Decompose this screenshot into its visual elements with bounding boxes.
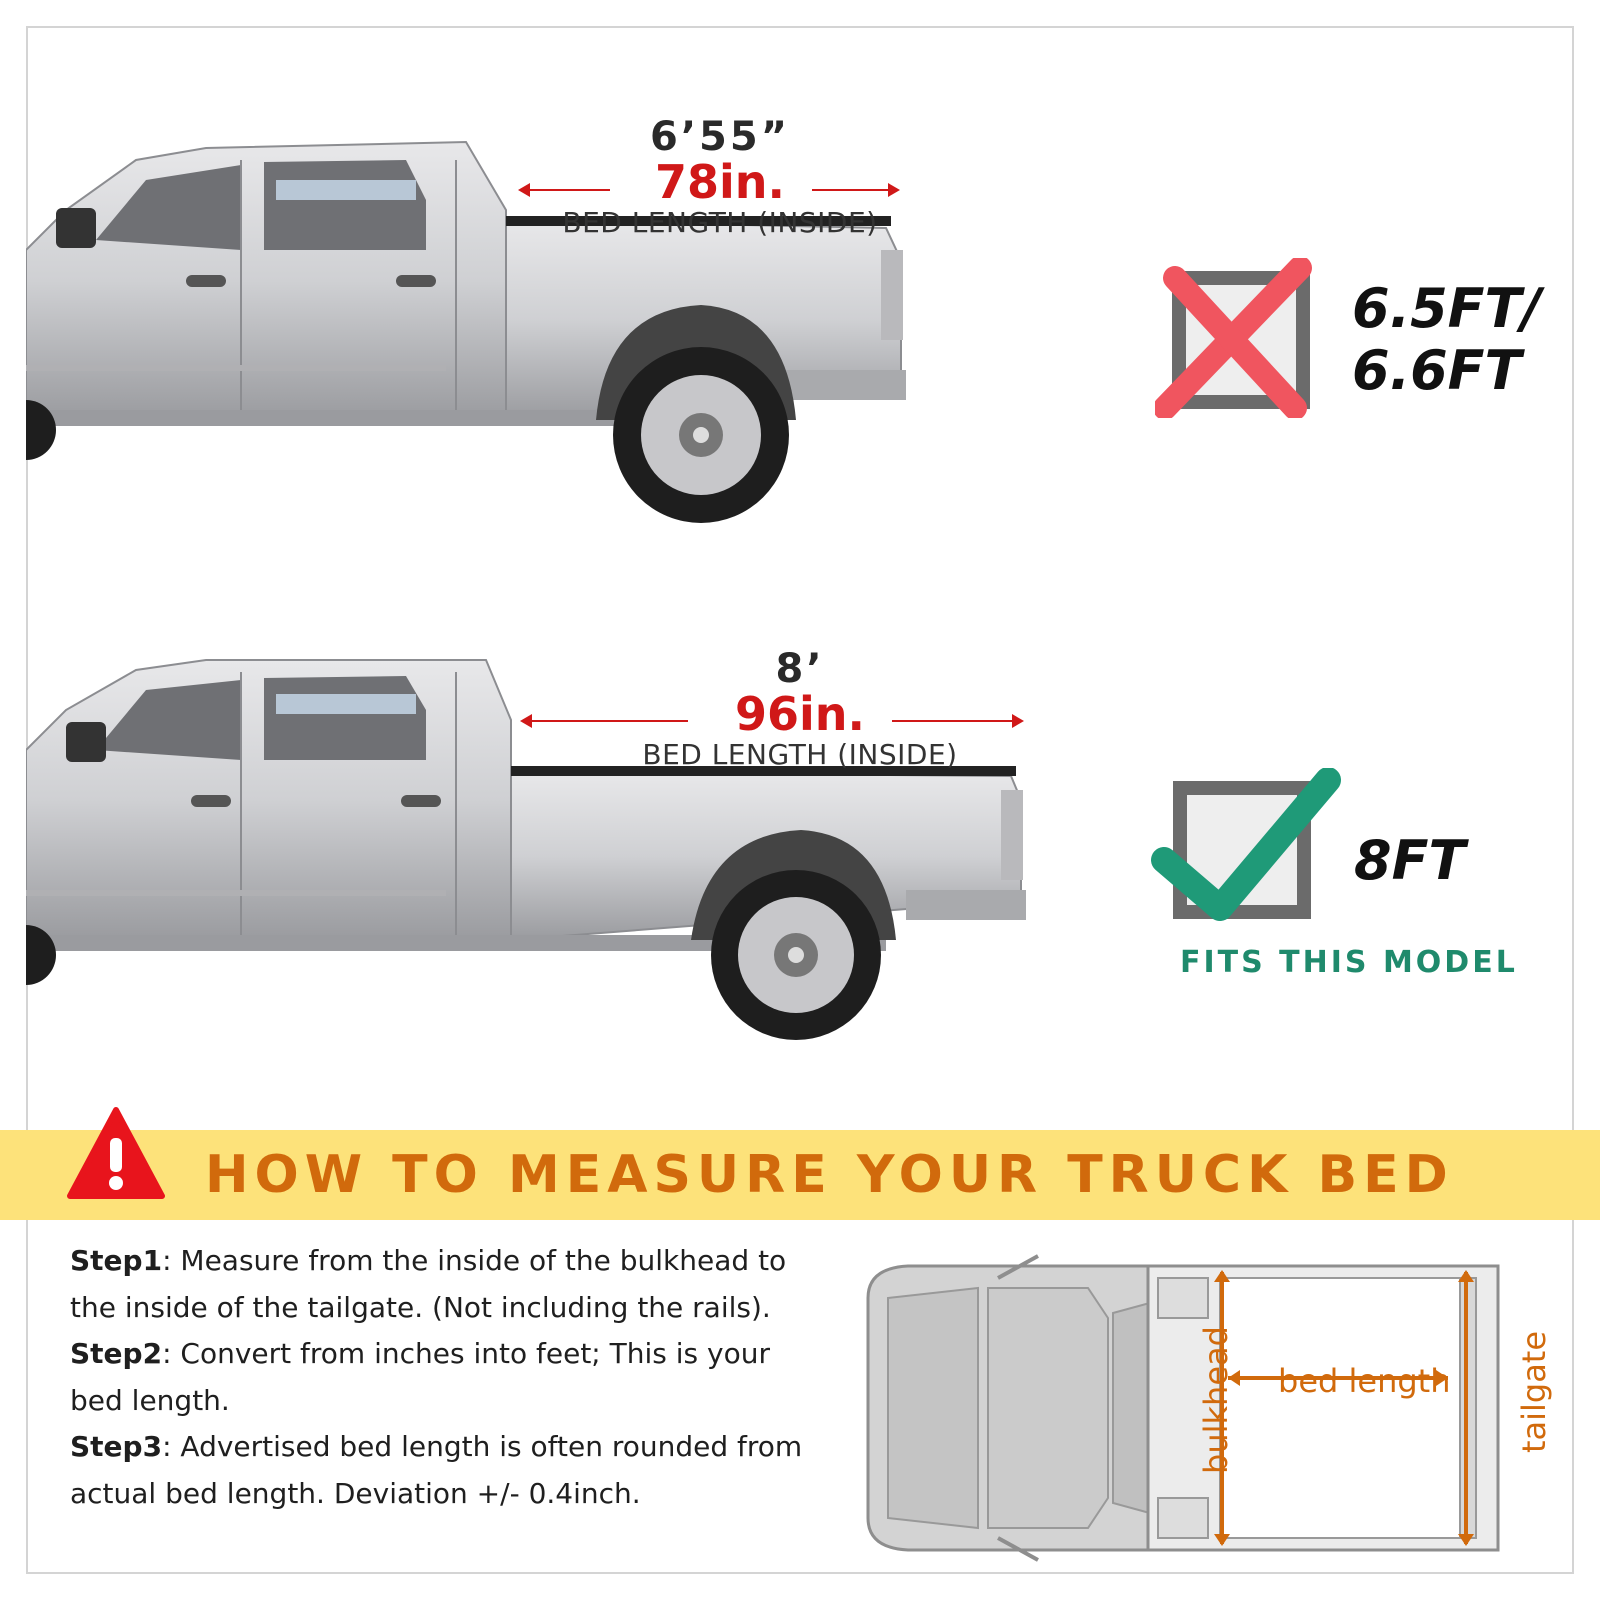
bulkhead-label: bulkhead — [1197, 1326, 1235, 1474]
cross-icon — [1155, 258, 1355, 418]
long-bed-caption: BED LENGTH (INSIDE) — [642, 738, 958, 771]
short-bed-arrow-right — [812, 189, 898, 191]
step-1-text: : Measure from the inside of the bulkhead to the inside of the tailgate. (Not including the rails). — [70, 1244, 787, 1324]
step-2 — [70, 1331, 830, 1424]
step-3-text: : Advertised bed length is often rounded from actual bed length. Deviation +/- 0.4inch. — [70, 1430, 803, 1510]
long-bed-arrow-right — [892, 720, 1022, 722]
banner-title: HOW TO MEASURE YOUR TRUCK BED — [205, 1145, 1454, 1205]
long-bed-length-inches: 96in. — [734, 687, 865, 741]
warning-icon — [66, 1106, 166, 1202]
step-1-label: Step1 — [70, 1244, 163, 1277]
long-bed-length-feet: 8’ — [775, 646, 825, 692]
short-bed-dimension — [510, 116, 930, 240]
measure-steps — [70, 1238, 830, 1517]
not-fit-size-line1: 6.5FT/ — [1352, 277, 1542, 340]
tailgate-label: tailgate — [1515, 1330, 1553, 1454]
short-bed-length-feet: 6’55” — [650, 114, 790, 160]
short-bed-arrow-left — [520, 189, 610, 191]
fit-size: 8FT — [1354, 829, 1466, 892]
step-3 — [70, 1424, 830, 1517]
not-fit-size — [1352, 278, 1541, 402]
long-bed-dimension — [520, 648, 1080, 772]
bed-length-label: bed length — [1278, 1362, 1451, 1400]
not-fit-size-line2: 6.6FT — [1352, 339, 1522, 402]
short-bed-caption: BED LENGTH (INSIDE) — [562, 206, 878, 239]
step-3-label: Step3 — [70, 1430, 163, 1463]
fits-this-model-label: FITS THIS MODEL — [1180, 945, 1518, 980]
check-icon — [1150, 768, 1350, 928]
step-1 — [70, 1238, 830, 1331]
long-bed-arrow-left — [522, 720, 688, 722]
measure-banner — [0, 1130, 1600, 1220]
step-2-text: : Convert from inches into feet; This is your bed length. — [70, 1337, 770, 1417]
step-2-label: Step2 — [70, 1337, 163, 1370]
short-bed-length-inches: 78in. — [654, 155, 785, 209]
